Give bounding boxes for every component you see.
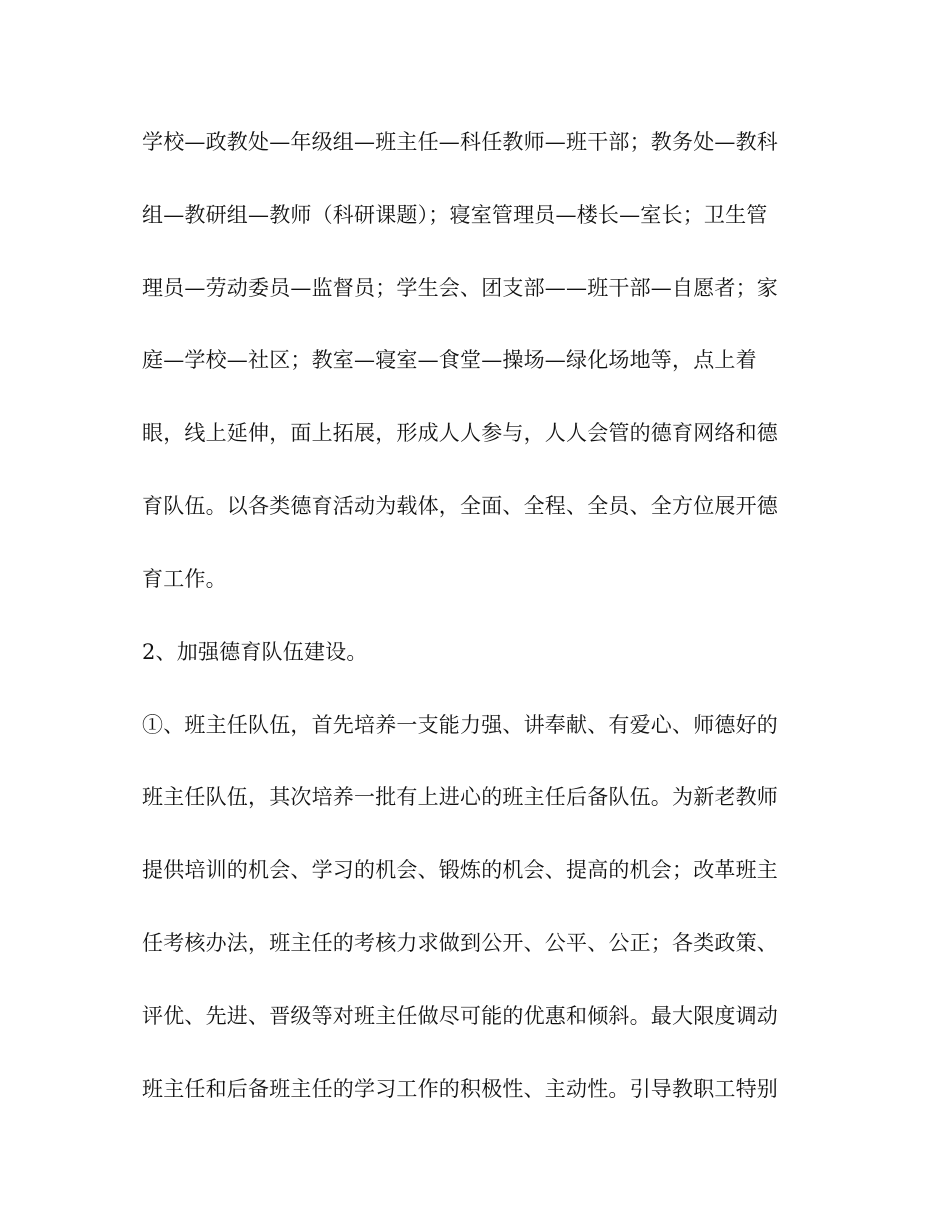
text-line: 提供培训的机会、学习的机会、锻炼的机会、提高的机会；改革班主 — [142, 858, 778, 882]
text-line: 学校—政教处—年级组—班主任—科任教师—班干部；教务处—教科 — [142, 130, 778, 154]
text-line: 评优、先进、晋级等对班主任做尽可能的优惠和倾斜。最大限度调动 — [142, 1004, 778, 1028]
text-line: 班主任队伍，其次培养一批有上进心的班主任后备队伍。为新老教师 — [142, 785, 778, 809]
text-line: ①、班主任队伍，首先培养一支能力强、讲奉献、有爱心、师德好的 — [142, 713, 778, 737]
text-line: 育工作。 — [142, 567, 227, 591]
text-line: 组—教研组—教师（科研课题）；寝室管理员—楼长—室长；卫生管 — [142, 203, 768, 227]
text-line: 育队伍。以各类德育活动为载体，全面、全程、全员、全方位展开德 — [142, 494, 778, 518]
text-line: 眼，线上延伸，面上拓展，形成人人参与，人人会管的德育网络和德 — [142, 421, 778, 445]
text-line: 庭—学校—社区；教室—寝室—食堂—操场—绿化场地等，点上着 — [142, 348, 757, 372]
text-line: 理员—劳动委员—监督员；学生会、团支部——班干部—自愿者；家 — [142, 276, 778, 300]
section-heading: 2、加强德育队伍建设。 — [142, 640, 368, 664]
text-line: 任考核办法，班主任的考核力求做到公开、公平、公正；各类政策、 — [142, 931, 778, 955]
text-line: 班主任和后备班主任的学习工作的积极性、主动性。引导教职工特别 — [142, 1077, 778, 1101]
